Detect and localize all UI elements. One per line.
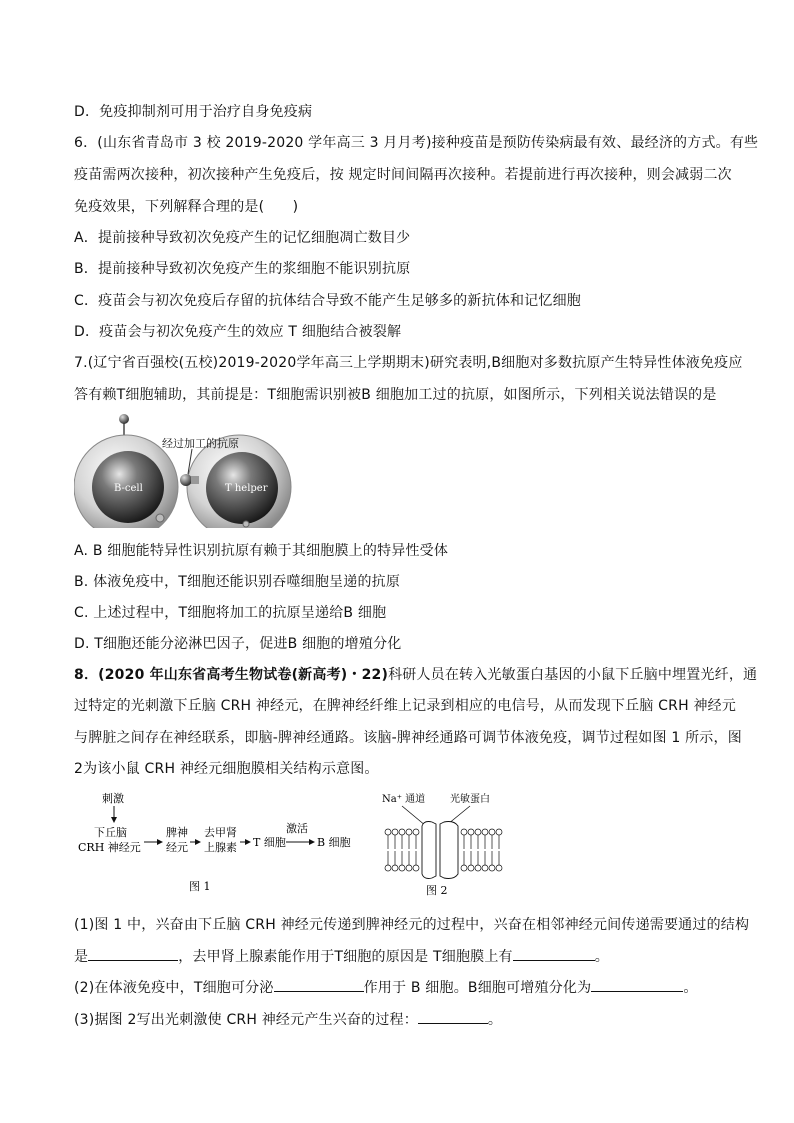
photoprotein-body [440,822,458,879]
na-channel-label: Na⁺ 通道 [382,794,426,805]
question-7-option-c: C. 上述过程中，T细胞将加工的抗原呈递给B 细胞 [74,605,387,621]
hypothalamus-crh-neuron-l2: CRH 神经元 [78,841,141,854]
processed-antigen-label: 经过加工的抗原 [162,437,239,450]
hypothalamus-crh-neuron-l1: 下丘脑 [94,826,127,839]
t-cell-node: T 细胞 [253,836,286,849]
cell-interaction-figure [74,392,304,528]
figure-1-caption: 图 1 [189,880,211,893]
text-segment: ，去甲肾上腺素能作用于T细胞的原因是 T细胞膜上有 [178,949,513,965]
answer-blank-5[interactable] [418,1009,488,1024]
answer-blank-3[interactable] [274,977,364,992]
text-segment: 是 [74,949,89,965]
question-8-sub-3 [74,1009,502,1029]
text-segment: 。 [487,1012,503,1028]
stimulus-label: 刺激 [102,792,124,805]
question-8-line-3: 与脾脏之间存在神经联系，即脑-脾神经通路。该脑-脾神经通路可调节体液免疫，调节过程如图 1 所示，图 [74,730,742,746]
figure-1-flow-diagram [74,790,374,900]
question-7-line-1: 7.(辽宁省百强校(五校)2019-2020学年高三上学期期末)研究表明,B细胞对多数抗原产生特异性体液免疫应 [74,355,743,371]
text-segment: (2)在体液免疫中，T细胞可分泌 [74,980,274,996]
question-8-line-1 [74,664,757,684]
activate-label: 激活 [286,822,308,835]
question-7-option-b: B. 体液免疫中，T细胞还能识别吞噬细胞呈递的抗原 [74,574,401,590]
b-cell-label: B-cell [114,483,143,494]
b-cell-node: B 细胞 [317,836,351,849]
photoprotein-label: 光敏蛋白 [450,794,490,805]
question-6-line-3: 免疫效果，下列解释合理的是( ) [74,199,299,215]
t-helper-label: T helper [225,483,268,494]
processed-antigen [180,474,192,486]
question-7-option-a: A. B 细胞能特异性识别抗原有赖于其细胞膜上的特异性受体 [74,543,449,559]
text-segment: 。 [594,949,609,965]
answer-blank-1[interactable] [88,946,178,961]
question-6-option-b: B．提前接种导致初次免疫产生的浆细胞不能识别抗原 [74,261,411,277]
question-8-sub-2 [74,977,698,997]
answer-blank-4[interactable] [591,977,683,992]
answer-blank-2[interactable] [513,946,595,961]
question-8-sub-1-line-2 [74,946,609,966]
question-8-line-1-text: 科研人员在转入光敏蛋白基因的小鼠下丘脑中埋置光纤，通 [388,667,758,683]
norepinephrine-l2: 上腺素 [204,841,237,854]
question-6-line-1: 6．(山东省青岛市 3 校 2019-2020 学年高三 3 月月考)接种疫苗是预防传染病最有效、最经济的方式。有些 [74,135,759,151]
norepinephrine-l1: 去甲肾 [204,826,237,839]
figure-2-caption: 图 2 [426,884,448,897]
question-8-source: 8．(2020 年山东省高考生物试卷(新高考)・22) [74,667,389,683]
question-7-line-2: 答有赖T细胞辅助，其前提是：T细胞需识别被B 细胞加工过的抗原，如图所示，下列相关说法错误的是 [74,387,717,403]
question-6-option-a: A．提前接种导致初次免疫产生的记忆细胞凋亡数目少 [74,230,411,246]
question-8-line-4: 2为该小鼠 CRH 神经元细胞膜相关结构示意图。 [74,761,379,777]
question-8-sub-1-line-1: (1)图 1 中，兴奋由下丘脑 CRH 神经元传递到脾神经元的过程中，兴奋在相邻神经元间传递需要通过的结构 [74,917,750,933]
text-segment: 。 [683,980,698,996]
b-cell-receptor [119,414,129,424]
question-6-option-d: D．疫苗会与初次免疫产生的效应 T 细胞结合被裂解 [74,324,402,340]
question-6-line-2: 疫苗需两次接种，初次接种产生免疫后，按 规定时间间隔再次接种。若提前进行再次接种，则会减弱二次 [74,167,732,183]
text-segment: (3)据图 2写出光刺激使 CRH 神经元产生兴奋的过程： [74,1012,418,1028]
question-7-option-d: D. T细胞还能分泌淋巴因子，促进B 细胞的增殖分化 [74,636,402,652]
spleen-neuron-l2: 经元 [166,841,188,854]
option-d-q5: D．免疫抑制剂可用于治疗自身免疫病 [74,104,313,120]
question-8-line-2: 过特定的光刺激下丘脑 CRH 神经元，在脾神经纤维上记录到相应的电信号，从而发现下丘脑 CRH 神经元 [74,698,737,714]
question-6-option-c: C．疫苗会与初次免疫后存留的抗体结合导致不能产生足够多的新抗体和记忆细胞 [74,293,581,309]
na-channel-protein [422,822,436,879]
text-segment: 作用于 B 细胞。B细胞可增殖分化为 [363,980,592,996]
spleen-neuron-l1: 脾神 [166,826,188,839]
figure-2-membrane-diagram [380,790,520,900]
